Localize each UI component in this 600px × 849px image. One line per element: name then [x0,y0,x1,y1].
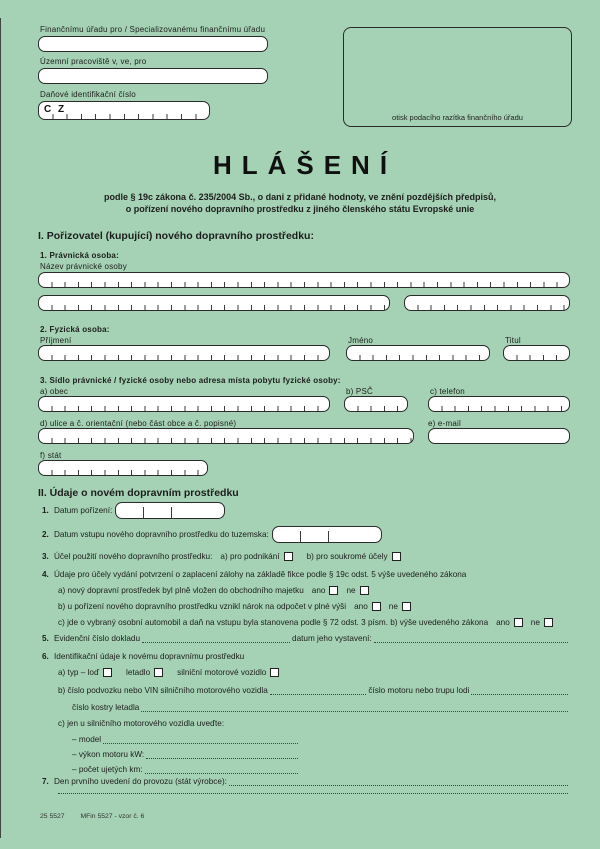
state-input[interactable] [38,460,208,476]
page-edge-line [0,18,1,838]
private-use-checkbox[interactable] [392,552,401,561]
item6-a2-label: letadlo [126,668,151,677]
item1-label: Datum pořízení: [54,506,113,515]
item4-b-yes-label: ano [354,602,368,611]
item6-a3-label: silniční motorové vozidlo [177,668,267,677]
tax-id-prefix-c: C [44,104,52,115]
zip-label: b) PSČ [346,387,373,396]
firstname-input[interactable] [346,345,490,361]
item5-row [38,634,570,643]
item6-label: Identifikační údaje k novému dopravnímu prostředku [54,652,245,661]
item4-c-yes-label: ano [496,618,510,627]
first-operation-date-field[interactable] [229,778,568,786]
item4-c-label: c) jde o vybraný osobní automobil a daň na vstupu byla stanovena podle § 72 odst. 3 písm. b) výše uvedeného zákona [58,618,489,627]
item6-b3-label: číslo kostry letadla [72,703,140,712]
item6-number: 6. [42,652,49,661]
item6b3-row [38,703,570,712]
item5-label: Evidenční číslo dokladu [54,634,141,643]
item5-label2: datum jeho vystavení: [292,634,372,643]
firstname-label: Jméno [348,336,374,345]
tax-id-prefix-z: Z [58,104,65,115]
title-label: Titul [505,336,521,345]
item6-c2-label: – výkon motoru kW: [72,750,145,759]
phone-label: c) telefon [430,387,465,396]
email-label: e) e-mail [428,419,461,428]
item4-c-yes-checkbox[interactable] [514,618,523,627]
item2-label: Datum vstupu nového dopravního prostředku do tuzemska: [54,530,269,539]
street-input[interactable] [38,428,414,444]
legal-name-input-line2[interactable] [38,295,390,311]
title-input[interactable] [503,345,570,361]
item5-number: 5. [42,634,49,643]
item6-b-label: b) číslo podvozku nebo VIN silničního motorového vozidla [58,686,268,695]
item6b-row [38,686,570,695]
item6c2-row [38,750,300,759]
item6-c3-label: – počet ujetých km: [72,765,143,774]
office-label: Finančnímu úřadu pro / Specializovanému finančnímu úřadu [40,25,266,34]
form-subtitle-line2: o pořízení nového dopravního prostředku z jiného členského státu Evropské unie [125,204,475,214]
zip-input[interactable] [344,396,408,412]
filing-stamp-box [343,27,572,127]
item4-a-no-checkbox[interactable] [360,586,369,595]
natural-person-heading: 2. Fyzická osoba: [40,325,110,334]
item4-a-yes-label: ano [311,586,326,595]
surname-input[interactable] [38,345,330,361]
vin-number-field[interactable] [270,687,367,695]
item4a-row [38,586,570,595]
surname-label: Příjmení [40,336,72,345]
territorial-office-input[interactable] [38,68,268,84]
type-aircraft-checkbox[interactable] [154,668,163,677]
street-label: d) ulice a č. orientační (nebo část obce a č. popisné) [40,419,237,428]
item4-c-no-label: ne [530,618,540,627]
model-field[interactable] [103,736,298,744]
item6-c1-label: – model [72,735,102,744]
address-heading: 3. Sídlo právnické / fyzické osoby nebo adresa místa pobytu fyzické osoby: [40,376,341,385]
item3-number: 3. [42,552,49,561]
item1-number: 1. [42,506,49,515]
legal-name-label: Název právnické osoby [40,262,127,271]
business-use-checkbox[interactable] [284,552,293,561]
item1-row [38,502,570,519]
item7-number: 7. [42,777,49,786]
item7-label: Den prvního uvedení do provozu (stát výrobce): [54,777,227,786]
airframe-number-field[interactable] [141,704,568,712]
document-number-field[interactable] [142,635,290,643]
section2-heading: II. Údaje o novém dopravním prostředku [38,487,239,499]
item6a-row [38,668,570,677]
office-input[interactable] [38,36,268,52]
item4-c-no-checkbox[interactable] [544,618,553,627]
item4-number: 4. [42,570,49,579]
item6c-row [38,719,570,728]
item4-label: Údaje pro účely vydání potvrzení o zaplacení zálohy na základě fikce podle § 19c odst. 5 výše uvedeného zákona [54,570,467,579]
item6c3-row [38,765,300,774]
item4-b-yes-checkbox[interactable] [372,602,381,611]
tax-id-input[interactable] [38,101,210,120]
item4b-row [38,602,570,611]
form-code: MFin 5527 - vzor č. 6 [80,813,145,820]
issue-date-field[interactable] [374,635,568,643]
legal-name-input-line1[interactable] [38,272,570,288]
entry-date-input[interactable] [272,526,382,543]
tax-id-label: Daňové identifikační číslo [40,90,136,99]
item4c-row [38,618,570,627]
item4-b-no-label: ne [388,602,398,611]
form-footer [40,813,158,820]
first-operation-date-field-line2[interactable] [58,793,568,794]
city-label: a) obec [40,387,69,396]
item6-b2-label: číslo motoru nebo trupu lodi [368,686,470,695]
item4-a-yes-checkbox[interactable] [329,586,338,595]
item6c1-row [38,735,300,744]
state-label: f) stát [40,451,62,460]
form-subtitle-line1: podle § 19c zákona č. 235/2004 Sb., o dani z přidané hodnoty, ve znění pozdějších předpisů, [104,192,496,202]
item3-row [38,552,570,561]
item4-a-label: a) nový dopravní prostředek byl plně vložen do obchodního majetku [58,586,304,595]
form-number: 25 5527 [40,813,65,820]
legal-person-heading: 1. Právnická osoba: [40,251,119,260]
item4-row [38,570,570,579]
stamp-caption: otisk podacího razítka finančního úřadu [392,113,523,122]
mileage-field[interactable] [145,766,298,774]
type-boat-checkbox[interactable] [103,668,112,677]
item3-label: Účel použití nového dopravního prostředku: [54,552,213,561]
item2-number: 2. [42,530,49,539]
territorial-office-label: Územní pracoviště v, ve, pro [40,57,147,66]
email-input[interactable] [428,428,570,444]
phone-input[interactable] [428,396,570,412]
engine-or-hull-number-field[interactable] [471,687,568,695]
acquisition-date-input[interactable] [115,502,225,519]
item4-a-no-label: ne [346,586,356,595]
item3-b-label: b) pro soukromé účely [306,552,388,561]
item4-b-label: b) u pořízení nového dopravního prostředku vznikl nárok na odpočet v plné výši [58,602,347,611]
city-input[interactable] [38,396,330,412]
item3-a-label: a) pro podnikání [220,552,280,561]
type-motor-vehicle-checkbox[interactable] [270,668,279,677]
form-title: HLÁŠENÍ [212,150,398,180]
item4-b-no-checkbox[interactable] [402,602,411,611]
item6-row [38,652,570,661]
section1-heading: I. Pořizovatel (kupující) nového dopravního prostředku: [38,230,314,242]
item6-c-label: c) jen u silničního motorového vozidla uveďte: [58,719,225,728]
item6-a-label: a) typ – loď [58,668,99,677]
legal-id-input[interactable] [404,295,570,311]
item2-row [38,526,570,543]
engine-power-field[interactable] [146,751,298,759]
item7-row [38,777,570,786]
